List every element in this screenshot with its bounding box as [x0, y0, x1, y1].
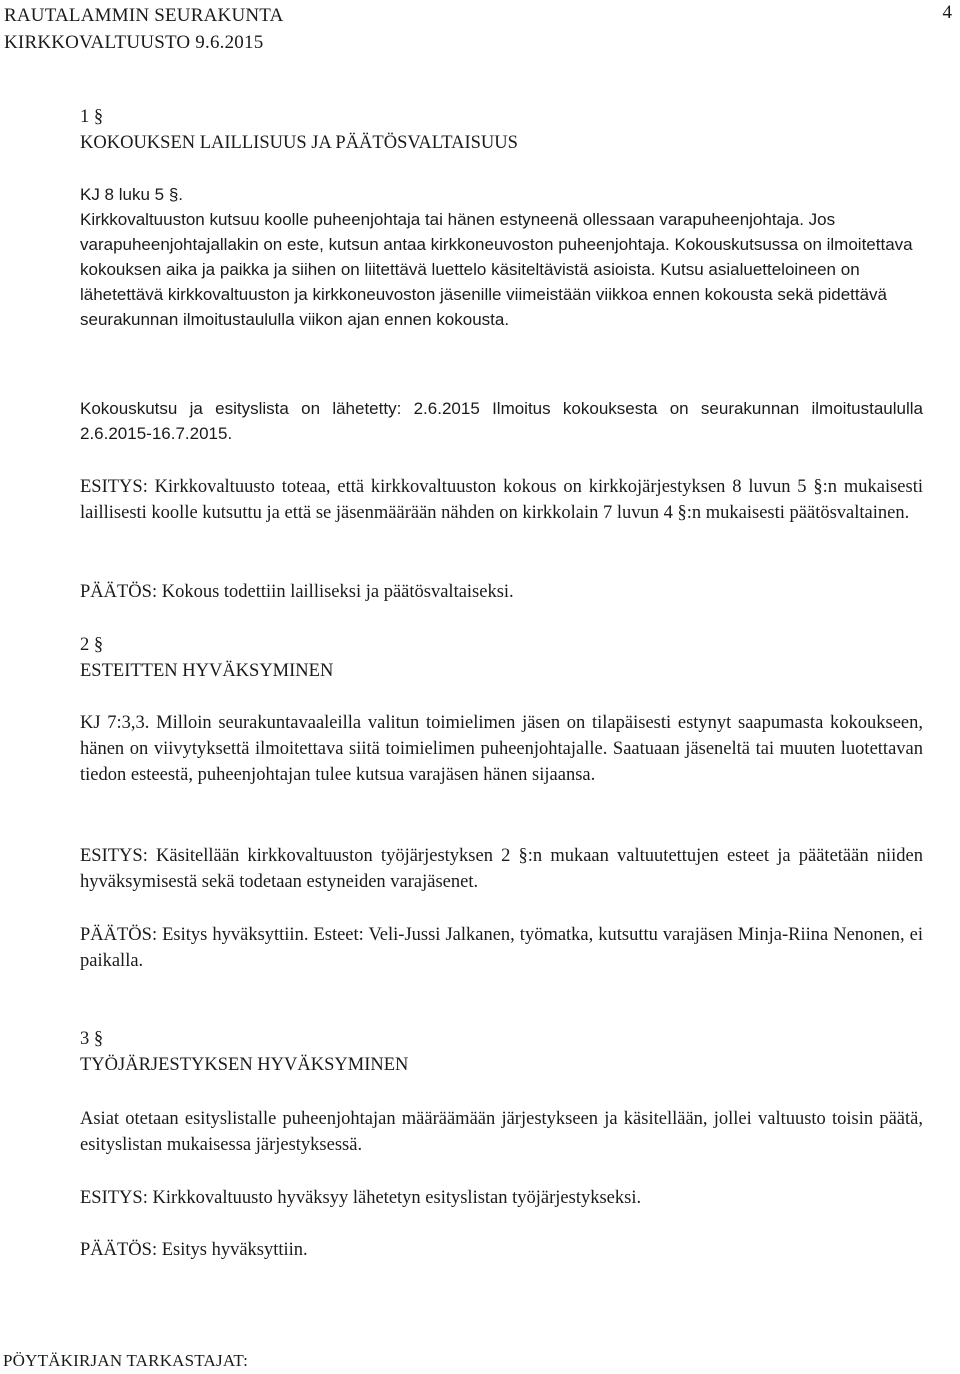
section-1-proposal-text: ESITYS: Kirkkovaltuusto toteaa, että kirkkovaltuuston kokous on kirkkojärjestyksen 8 luvun 5 §:n mukaisesti laillisesti koolle kutsuttu ja että se jäsenmäärään nähden on kirkkolain 7 luvun 4 §:n mukaisesti päätösvaltainen.: [80, 477, 923, 523]
section-1-law-text-2: Kutsu asialuetteloineen on lähetettävä kirkkovaltuuston ja kirkkoneuvoston jäsenille viimeistään viikkoa ennen kokousta sekä pidettävä seurakunnan ilmoitustaululla viikon ajan ennen kokousta.: [80, 260, 888, 329]
section-2-decision: [80, 922, 923, 974]
section-1-number: 1 §: [80, 107, 104, 127]
section-2-proposal-text: ESITYS: Käsitellään kirkkovaltuuston työjärjestyksen 2 §:n mukaan valtuutettujen esteet ja päätetään niiden hyväksymisestä sekä todetaan estyneiden varajäsenet.: [80, 846, 923, 892]
section-2-law: [80, 710, 923, 788]
section-1-law-text: [80, 207, 923, 332]
section-3-body: Asiat otetaan esityslistalle puheenjohtajan määräämään järjestykseen ja käsitellään, jollei valtuusto toisin päätä, esityslistan mukaisessa järjestyksessä.: [80, 1109, 923, 1155]
section-2-title: ESTEITTEN HYVÄKSYMINEN: [80, 661, 334, 681]
section-3-decision-text: PÄÄTÖS: Esitys hyväksyttiin.: [80, 1240, 308, 1260]
section-1-title: KOKOUKSEN LAILLISUUS JA PÄÄTÖSVALTAISUUS: [80, 133, 518, 153]
section-1-decision-text: PÄÄTÖS: Kokous todettiin lailliseksi ja päätösvaltaiseksi.: [80, 582, 514, 602]
parish-name: RAUTALAMMIN SEURAKUNTA: [4, 5, 284, 26]
section-2: [80, 632, 923, 684]
page-number: 4: [942, 2, 952, 23]
footer-reviewers-label: PÖYTÄKIRJAN TARKASTAJAT:: [3, 1351, 249, 1370]
section-1-law: [80, 182, 923, 207]
section-3: [80, 1026, 923, 1078]
section-3-text: [80, 1106, 923, 1158]
section-3-title: TYÖJÄRJESTYKSEN HYVÄKSYMINEN: [80, 1055, 409, 1075]
section-2-decision-text: PÄÄTÖS: Esitys hyväksyttiin. Esteet: Veli-Jussi Jalkanen, työmatka, kutsuttu varajäsen Minja-Riina Nenonen, ei paikalla.: [80, 925, 923, 971]
section-1-reference: KJ 8 luku 5 §.: [80, 185, 184, 204]
document-header: [4, 2, 284, 56]
section-2-proposal: [80, 843, 923, 895]
section-2-law-text: KJ 7:3,3. Milloin seurakuntavaaleilla valitun toimielimen jäsen on tilapäisesti estynyt saapumasta kokoukseen, hänen on viivytyksettä ilmoitettava siitä toimielimen puheenjohtajalle. Saatuaan jäseneltä tai muuten luotettavan tiedon esteestä, puheenjohtajan tulee kutsua varajäsen hänen sijaansa.: [80, 713, 923, 785]
section-1-law-text-1: Kirkkovaltuuston kutsuu koolle puheenjohtaja tai hänen estyneenä ollessaan varapuheenjohtaja. Jos varapuheenjohtajallakin on este, kutsun antaa kirkkoneuvoston puheenjohtaja. Kokouskutsussa on ilmoitettava kokouksen aika ja paikka ja siihen on liitettävä luettelo käsiteltävistä asioista.: [80, 210, 913, 279]
meeting-title: KIRKKOVALTUUSTO 9.6.2015: [4, 32, 264, 53]
section-2-number: 2 §: [80, 635, 104, 655]
section-3-number: 3 §: [80, 1029, 104, 1049]
section-3-decision: [80, 1237, 923, 1263]
section-1-sent-info: [80, 396, 923, 446]
section-3-proposal-text: ESITYS: Kirkkovaltuusto hyväksyy lähetetyn esityslistan työjärjestykseksi.: [80, 1188, 642, 1208]
section-3-proposal: [80, 1185, 923, 1211]
section-1-sent-text: Kokouskutsu ja esityslista on lähetetty: 2.6.2015 Ilmoitus kokouksesta on seurakunnan ilmoitustaululla 2.6.2015-16.7.2015.: [80, 399, 923, 443]
section-1-proposal: [80, 474, 923, 526]
section-1-decision: [80, 579, 923, 605]
section-1: [80, 104, 923, 156]
